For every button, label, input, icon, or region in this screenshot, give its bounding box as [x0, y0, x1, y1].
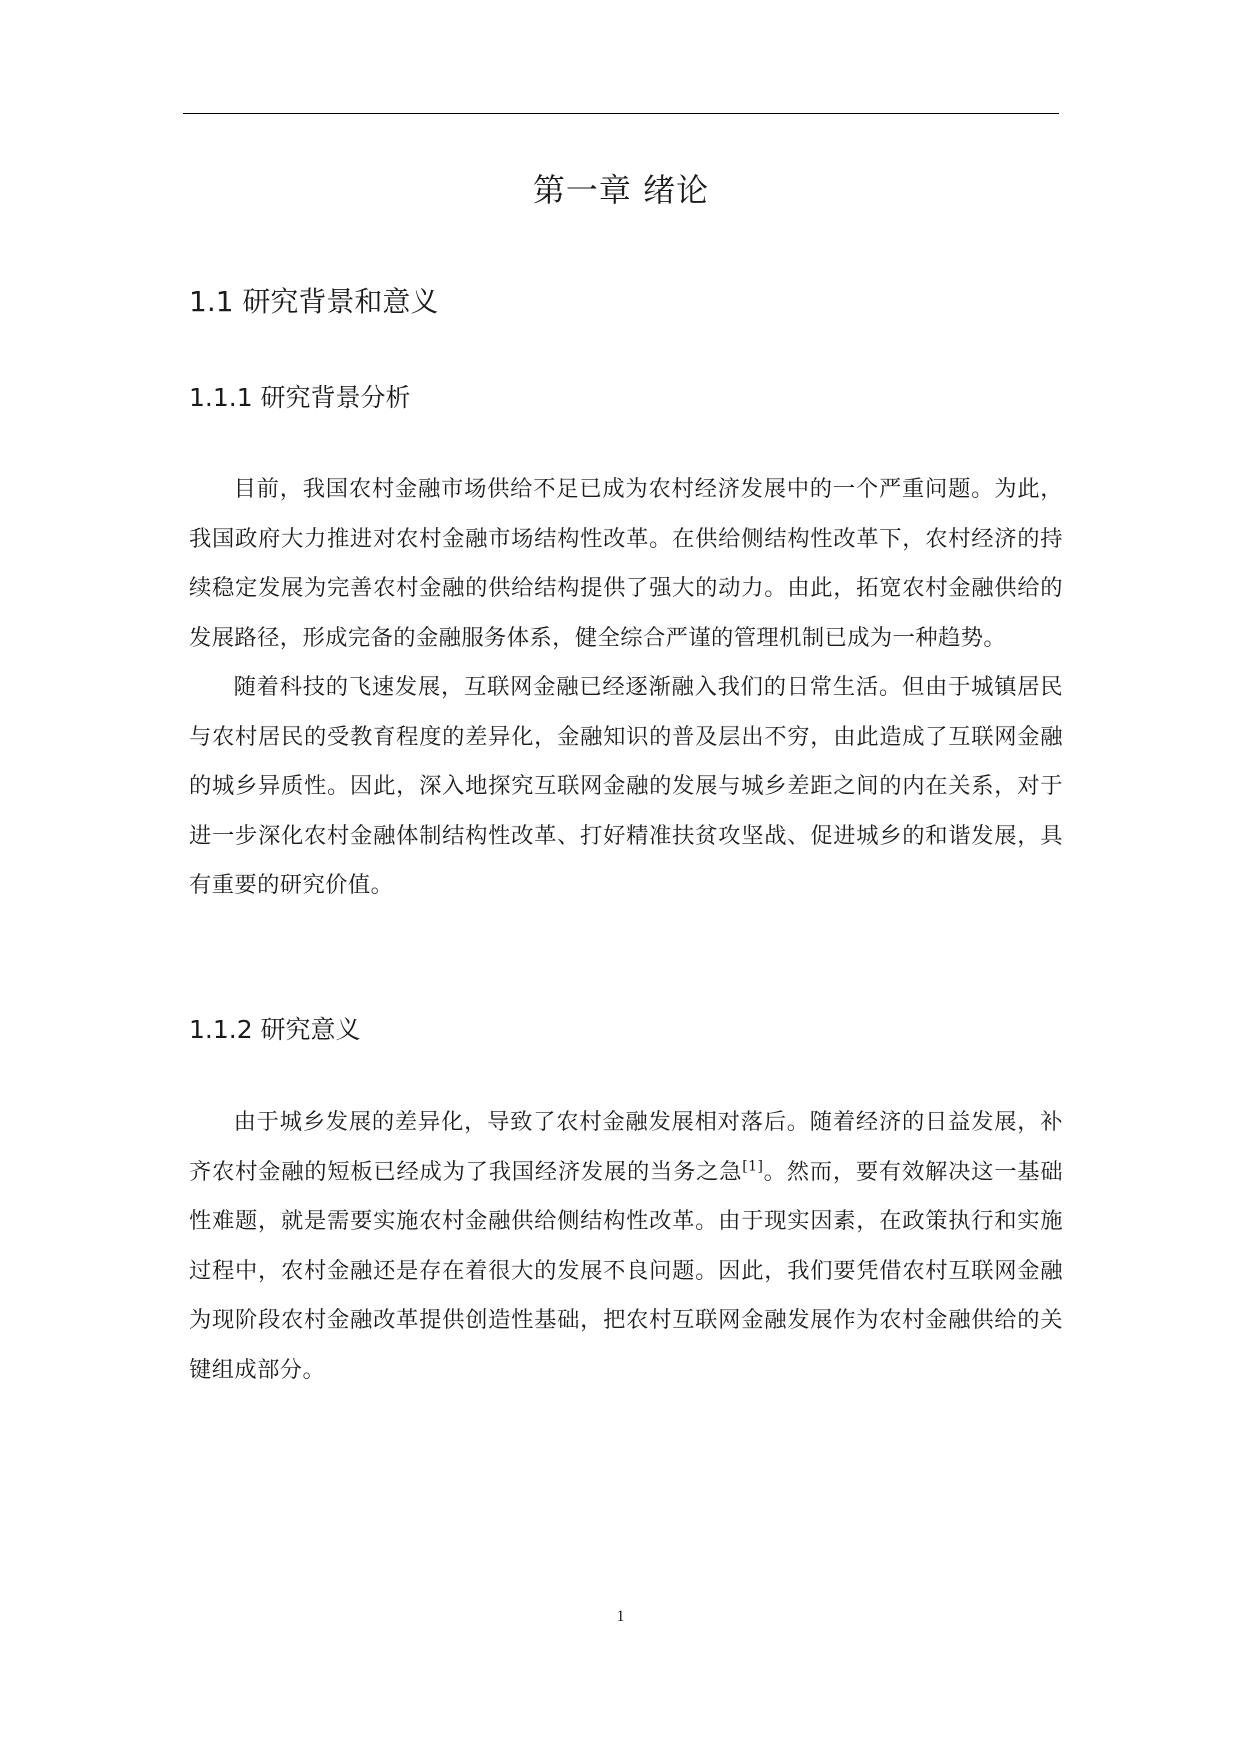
section-body-1-1-2 — [189, 1098, 1063, 1395]
paragraph-text: 。然而，要有效解决这一基础性难题，就是需要实施农村金融供给侧结构性改革。由于现实因素，在政策执行和实施过程中，农村金融还是存在着很大的发展不良问题。因此，我们要凭借农村互联网金融为现阶段农村金融改革提供创造性基础，把农村互联网金融发展作为农村金融供给的关键组成部分。 — [189, 1158, 1064, 1383]
chapter-title: 第一章 绪论 — [532, 171, 710, 209]
paragraph: 目前，我国农村金融市场供给不足已成为农村经济发展中的一个严重问题。为此，我国政府大力推进对农村金融市场结构性改革。在供给侧结构性改革下，农村经济的持续稳定发展为完善农村金融的供给结构提供了强大的动力。由此，拓宽农村金融供给的发展路径，形成完备的金融服务体系，健全综合严谨的管理机制已成为一种趋势。 — [189, 476, 1063, 651]
section-heading-1-1-1: 1.1.1 研究背景分析 — [189, 383, 411, 412]
header-rule — [183, 113, 1059, 114]
paragraph: 随着科技的飞速发展，互联网金融已经逐渐融入我们的日常生活。但由于城镇居民与农村居民的受教育程度的差异化，金融知识的普及层出不穷，由此造成了互联网金融的城乡异质性。因此，深入地探究互联网金融的发展与城乡差距之间的内在关系，对于进一步深化农村金融体制结构性改革、打好精准扶贫攻坚战、促进城乡的和谐发展，具有重要的研究价值。 — [189, 674, 1063, 898]
section-heading-1-1: 1.1 研究背景和意义 — [189, 285, 439, 318]
page-number: 1 — [616, 1608, 625, 1625]
paragraph-text: 由于城乡发展的差异化，导致了农村金融发展相对落后。随着经济的日益发展，补齐农村金融的短板已经成为了我国经济发展的当务之急 — [189, 1109, 1063, 1185]
section-heading-1-1-2: 1.1.2 研究意义 — [189, 1015, 361, 1044]
paragraph — [189, 1098, 1063, 1395]
citation-ref[interactable]: [1] — [742, 1158, 764, 1175]
section-body-1-1-1 — [189, 465, 1063, 911]
